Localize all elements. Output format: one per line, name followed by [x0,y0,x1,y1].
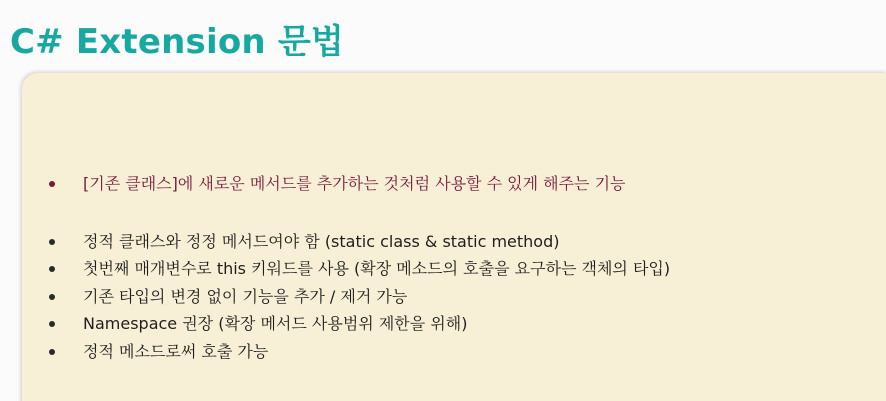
bullet-text: 기존 타입의 변경 없이 기능을 추가 / 제거 가능 [83,287,408,306]
bullet-text: 정적 메소드로써 호출 가능 [83,342,269,361]
bullet-text: 정적 클래스와 정정 메서드여야 함 (static class & static method) [83,232,560,251]
bullet-text: [기존 클래스]에 새로운 메서드를 추가하는 것처럼 사용할 수 있게 해주는 기능 [83,174,626,193]
slide-title: C# Extension 문법 [10,22,344,62]
content-panel [22,73,886,401]
bullet-dot-icon [49,266,55,272]
bullet-text: 첫번째 매개변수로 this 키워드를 사용 (확장 메소드의 호출을 요구하는 객체의 타입) [83,259,671,278]
bullet-dot-icon [49,181,55,187]
bullet-dot-icon [49,321,55,327]
bullet-dot-icon [49,239,55,245]
bullet-dot-icon [49,294,55,300]
bullet-text: Namespace 권장 (확장 메서드 사용범위 제한을 위해) [83,314,468,333]
bullet-dot-icon [49,349,55,355]
